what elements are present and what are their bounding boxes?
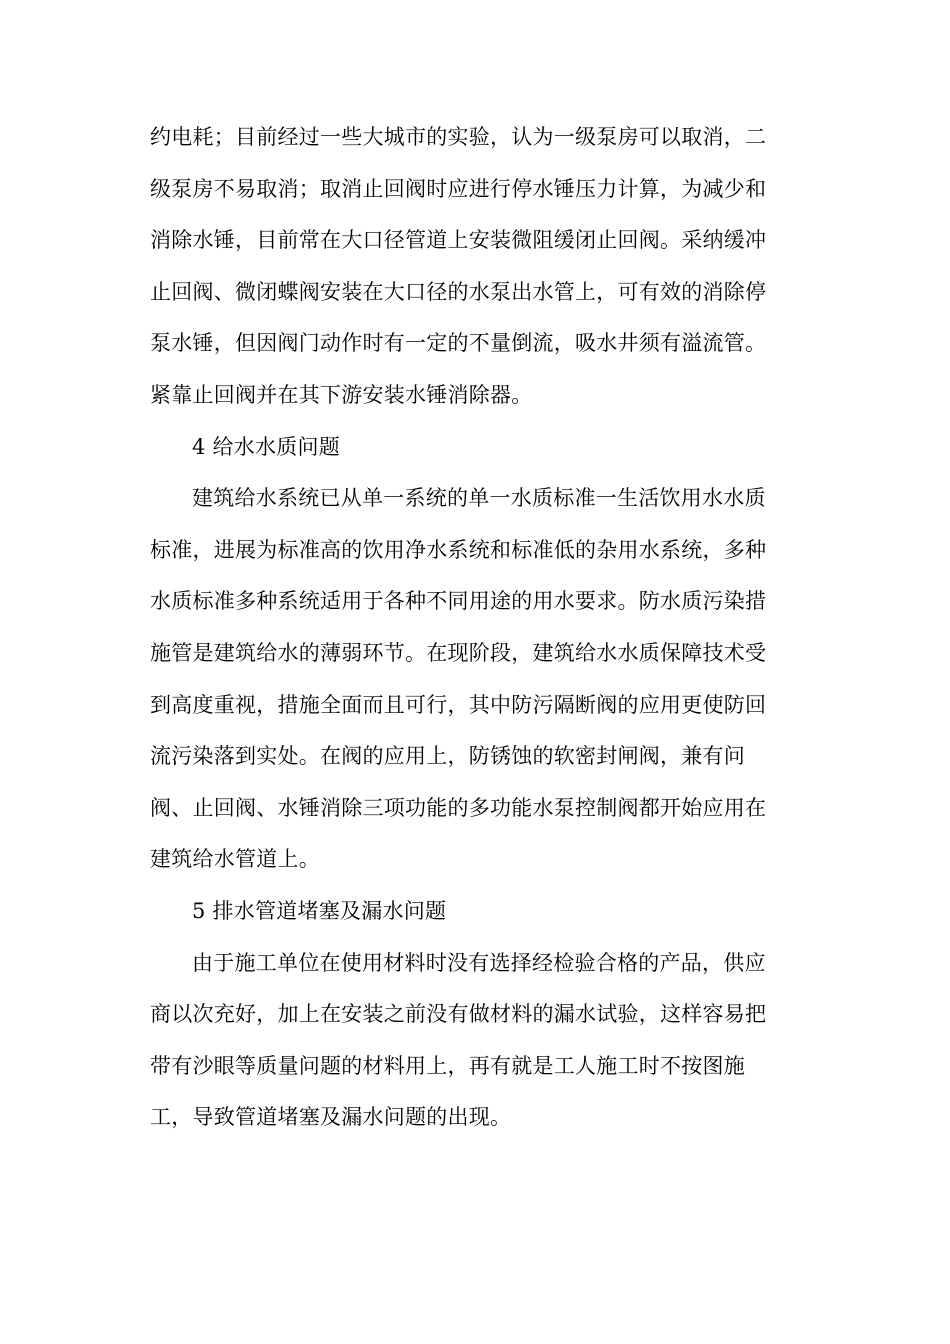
text-line: 工，导致管道堵塞及漏水问题的出现。 xyxy=(150,1105,512,1130)
text-line: 紧靠止回阀并在其下游安装水锤消除器。 xyxy=(150,382,533,407)
text-line: 止回阀、微闭蝶阀安装在大口径的水泵出水管上，可有效的消除停 xyxy=(150,279,767,304)
text-line: 水质标准多种系统适用于各种不同用途的用水要求。防水质污染措 xyxy=(150,589,767,614)
text-line: 建筑给水管道上。 xyxy=(150,847,320,872)
text-line: 阀、止回阀、水锤消除三项功能的多功能水泵控制阀都开始应用在 xyxy=(150,795,767,820)
text-line: 到高度重视，措施全面而且可行，其中防污隔断阀的应用更使防回 xyxy=(150,692,767,717)
text-line: 泵水锤，但因阀门动作时有一定的不量倒流，吸水井须有溢流管。 xyxy=(150,331,767,356)
section-heading: 5 排水管道堵塞及漏水问题 xyxy=(192,898,447,923)
section-heading: 4 给水水质问题 xyxy=(192,434,341,459)
text-line: 标准，进展为标准高的饮用净水系统和标准低的杂用水系统，多种 xyxy=(150,537,767,562)
text-line: 商以次充好，加上在安装之前没有做材料的漏水试验，这样容易把 xyxy=(150,1002,767,1027)
text-line: 施管是建筑给水的薄弱环节。在现阶段，建筑给水水质保障技术受 xyxy=(150,640,767,665)
text-line: 消除水锤，目前常在大口径管道上安装微阻缓闭止回阀。采纳缓冲 xyxy=(150,228,767,253)
text-line: 建筑给水系统已从单一系统的单一水质标准一生活饮用水水质 xyxy=(192,486,766,511)
text-line: 流污染落到实处。在阀的应用上，防锈蚀的软密封闸阀，兼有问 xyxy=(150,744,745,769)
text-line: 级泵房不易取消；取消止回阀时应进行停水锤压力计算，为减少和 xyxy=(150,176,767,201)
document-body xyxy=(150,112,800,1144)
text-line: 带有沙眼等质量问题的材料用上，再有就是工人施工时不按图施 xyxy=(150,1053,745,1078)
text-line: 约电耗；目前经过一些大城市的实验，认为一级泵房可以取消，二 xyxy=(150,125,767,149)
text-line: 由于施工单位在使用材料时没有选择经检验合格的产品，供应 xyxy=(192,950,766,975)
